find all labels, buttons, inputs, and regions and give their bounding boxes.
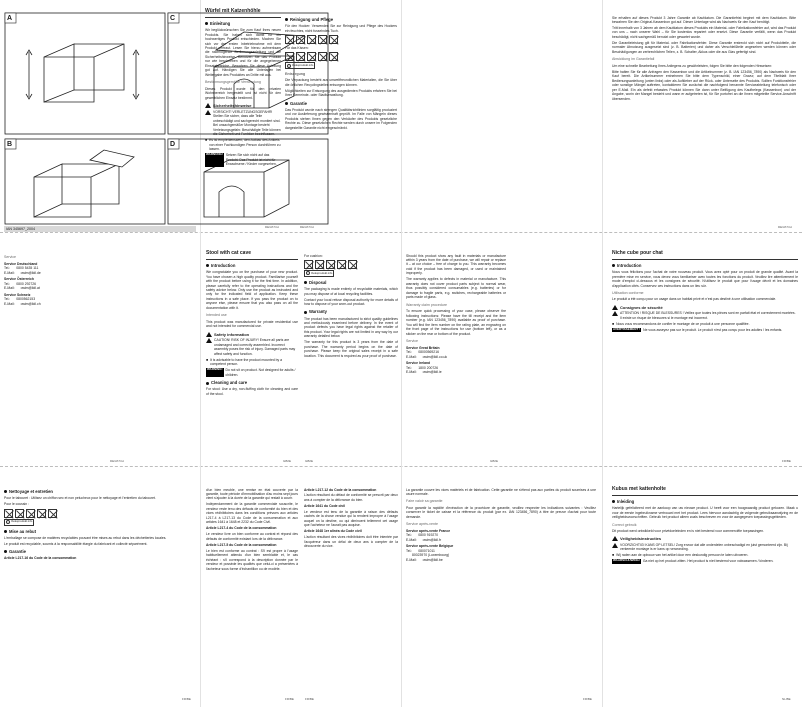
figure-label-a: A	[7, 15, 13, 22]
recycling-badge: Oekoprodukt.info	[304, 270, 334, 277]
safety-heading: Safety information	[214, 331, 250, 337]
page-de-service	[4, 252, 124, 462]
paragraph: The packaging is made entirely of recyclable materials, which you may dispose of at local recycling facilities.	[304, 287, 398, 296]
sub-heading: Service	[406, 338, 418, 343]
warning-text: Wij raden aan de opbouw van het artikel door een deskundig persoon te laten uitvoeren.	[616, 553, 749, 558]
page-gb-disposal	[304, 252, 398, 462]
page-title: Kubus met kattenholte	[612, 486, 666, 492]
section-heading: Mise au rebut	[4, 529, 194, 535]
warning-badge: WAARSCHUWING!	[613, 558, 640, 563]
paragraph: Pour le coussin :	[4, 502, 30, 507]
warning-text: CAUTION! RISK OF INJURY! Ensure all parts are undamaged and correctly assembled. Incorrect assembly poses the risk of injury. Damaged parts may affect safety and function.	[214, 338, 296, 356]
warning-icon	[612, 543, 618, 548]
page-de-care	[285, 14, 397, 224]
sub-heading: Correct gebruik	[612, 522, 637, 527]
recycling-badge: Oekoprodukt.info	[285, 62, 315, 69]
paragraph: Should this product show any fault in materials or manufacture within 3 years from the date of purchase, we will repair or replace it – at our choice – free of charge to you. This warranty becomes void if the product has been damaged, or used or maintained improperly.	[406, 253, 506, 276]
paragraph: L'emballage se compose de matières recyclables pouvant être mises au rebut dans les déchetteries locales.	[4, 535, 167, 540]
ian-number: IAN 345697_2004	[6, 227, 35, 231]
paragraph: Le produit a été conçu pour un usage dans un habitat privé et n'est pas destiné à une utilisation commerciale.	[612, 297, 777, 302]
paragraph: Für den Hocker: Verwenden Sie zur Reinigung und Pflege des Hockers ein feuchtes, nicht fusselndes Tuch.	[285, 24, 397, 33]
page-fr-service	[406, 486, 596, 700]
service-block: Service Ireland Tel.: 1800 200726 E-Mail: owim@lidl.ie	[406, 361, 442, 375]
paragraph: The warranty applies to defects in material or manufacture. This warranty does not cover product parts subject to normal wear, thus possibly considered consumables (e.g. batteries) or for damage to fragile parts, e.g. switches, rechargeable batteries or parts made of glass.	[406, 277, 506, 300]
paragraph: Pour le tabouret : Utilisez un chiffon sec et non pelucheux pour le nettoyage et l'entretien du tabouret.	[4, 496, 156, 501]
page-title: Niche cube pour chat	[612, 250, 663, 256]
service-block: Service Great Britain Tel.: 08000569216 E-Mail: owim@lidl.co.uk	[406, 345, 448, 359]
warning-text: VORSICHT! VERLETZUNGSGEFAHR! Stellen Sie sicher, dass alle Teile unbeschädigt und sachgerecht montiert sind. Bei unsachgemäßer Montage besteht Verletzungsgefahr. Beschädigte Teile können die Sicherheit und Funktion beeinflussen.	[213, 109, 281, 137]
warning-icon	[205, 110, 211, 115]
service-block: Service Deutschland Tel.: 0800 5435 111 E-Mail: owim@lidl.de	[4, 261, 41, 275]
warning-text: Ga niet op het product zitten. Het product is niet bestemd voor volwassenen / kinderen.	[642, 559, 774, 564]
page-title: Würfel mit Katzenhöhle	[205, 8, 261, 14]
page-footer: DE/AT/CH	[300, 225, 314, 229]
recycle-icon	[306, 271, 310, 275]
page-fr-law-2	[304, 486, 398, 700]
section-heading: Warranty	[304, 309, 398, 315]
warning-badge: WARNING!	[206, 368, 224, 377]
column-divider	[401, 0, 402, 707]
paragraph: We congratulate you on the purchase of your new product. You have chosen a high quality product. Familiarise yourself with the product before using it for the first time. In addition, please carefully refer to the operating instructions and the safety advice below. Only use the product as instructed and only for the indicated field of application. Keep these instructions in a safe place. If you pass the product on to anyone else, please ensure that you also pass on all the documentation with it.	[206, 270, 298, 310]
section-heading: Introduction	[206, 263, 298, 269]
page-gb-intro: Stool with cat cave Introduction We congratulate you on the purchase of your new product. You have chosen a high quality product. Familiarise yourself with the product before using it for the first time. In addition, please carefully refer to the operating instructions and the safety advice below. Only use the product as instructed and only for the indicated field of application. Keep these instructions in a safe place. If you pass the product on to anyone else, please ensure that you also pass on all the documentation with it. Intended use This product was manufactured for private residential use and not intended for commercial use. Safety information CAUTION! RISK OF INJURY! Ensure all parts are undamaged and correctly assembled. Incorrect assembly poses the risk of injury. Damaged parts may affect safety and function. ■ It is advisable to have the product mounted by a competent person. WARNING! Do not sit on product. Not designed for adults / children. Cleaning and care For stool: Use a dry, non-fluffing cloth for cleaning and care of the stool.	[206, 250, 298, 396]
paragraph: Die Garantieleistung gilt für Material- oder Fabrikationsfehler. Diese Garantie erstreckt sich nicht auf Produktteile, die normaler Abnutzung ausgesetzt sind (z. B. Batterien) und daher als Verschleißteile angesehen werden können oder Beschädigungen an zerbrechlichen Teilen, z. B. Schalter, Akkus oder die aus Glas gefertigt sind.	[612, 40, 796, 54]
service-block: Service Schweiz Tel.: 0800562153 E-Mail: owim@lidl.ch	[4, 292, 41, 306]
warning-text: Setzen Sie sich nicht auf das Produkt. Das Produkt ist nicht für Erwachsene / Kinder vorgesehen.	[225, 153, 277, 167]
paragraph: Le produit est recyclable, soumis à la responsabilité élargie du fabricant et collecté séparément.	[4, 541, 148, 546]
warning-text: ATTENTION ! RISQUE DE BLESSURES ! Veillez que toutes les pièces sont en parfait état et correctement montées. Il existe un risque de blessures si le montage est incorrect.	[620, 311, 796, 320]
warning-text: Do not sit on product. Not designed for adults / children.	[225, 368, 296, 377]
page-footer: FR/BE	[583, 697, 592, 701]
sub-heading: Warranty claim procedure	[406, 302, 448, 307]
paragraph: L'action résultant du défaut de conformité se prescrit par deux ans à compter de la délivrance du bien.	[304, 493, 398, 502]
page-fr-intro: Niche cube pour chat Introduction Nous vous félicitons pour l'achat de votre nouveau produit. Vous avez opté pour un produit de grande qualité. Avant la première mise en service, vous devez vous familiariser avec toutes les fonctions du produit. Veuillez lire attentivement le mode d'emploi ci-dessous et les consignes de sécurité. N'utilisez le produit que pour l'usage décrit et les domaines d'application cités. Conservez ces instructions dans un lieu sûr. Utilisation conforme Le produit a été conçu pour un usage dans un habitat privé et n'est pas destiné à une utilisation commerciale. Consignes de sécurité ATTENTION ! RISQUE DE BLESSURES ! Veillez que toutes les pièces sont en parfait état et correctement montées. Il existe un risque de blessures si le montage est incorrect. ■ Nous vous recommandons de confier le montage de ce produit à une personne qualifiée. AVERTISSEMENT ! Ne vous asseyez pas sur le produit. Le produit n'est pas conçu pour les adultes / les enfants.	[612, 250, 798, 332]
service-block: Service après-vente Belgique Tel.: 080071011 80023970 (Luxembourg) E-Mail: owim@lidl.be	[406, 544, 454, 562]
paragraph: Indépendamment de la garantie commerciale souscrite, le vendeur reste tenu des défauts de conformité du bien et des vices rédhibitoires dans les conditions prévues aux articles L217-4 à L217-13 du Code de la consommation et aux articles 1641 à 1648 et 2232 du Code Civil.	[206, 502, 298, 525]
page-de-intro: Würfel mit Katzenhöhle Einleitung Wir beglückwünschen Sie zum Kauf Ihres neuen Produkts. Sie haben sich damit für ein hochwertiges Produkt entschieden. Machen Sie sich vor der ersten Inbetriebnahme mit dem Produkt vertraut. Lesen Sie hierzu aufmerksam die nachfolgende Bedienungsanleitung und die Sicherheitshinweise. Benutzen Sie das Produkt nur wie beschrieben und für die angegebenen Einsatzbereiche. Bewahren Sie diese Anleitung gut auf. Händigen Sie alle Unterlagen bei Weitergabe des Produktes an Dritte mit aus. Bestimmungsgemäße Verwendung Dieses Produkt wurde für den privaten Wohnbereich hergestellt und ist nicht für den gewerblichen Einsatz bestimmt. Sicherheitshinweise VORSICHT! VERLETZUNGSGEFAHR! Stellen Sie sicher, dass alle Teile unbeschädigt und sachgerecht montiert sind. Bei unsachgemäßer Montage besteht Verletzungsgefahr. Beschädigte Teile können die Sicherheit und Funktion beeinflussen. ■ Es ist empfehlenswert, den Aufbau des Artikels von einer Fachkundigen Person durchführen zu lassen. WARNUNG! Setzen Sie sich nicht auf das Produkt. Das Produkt ist nicht für Erwachsene / Kinder vorgesehen.	[205, 8, 281, 167]
care-symbols	[304, 260, 398, 269]
sub-heading: Service	[4, 255, 16, 259]
paragraph: Le vendeur est tenu de la garantie à raison des défauts cachés de la chose vendue qui la rendent impropre à l'usage auquel on la destine, ou qui diminuent tellement cet usage que l'acheteur ne l'aurait pas acquise.	[304, 509, 398, 528]
paragraph: Bitte halten Sie für alle Anfragen den Kassenbon und die Artikelnummer (z. B. IAN 123456_7890) als Nachweis für den Kauf bereit. Die Artikelnummer entnehmen Sie bitte dem Typenschild, einer Gravur, auf dem Titelblatt Ihrer Bedienungsanleitung (unten links) oder als Aufkleber auf der Rück- oder Unterseite des Produkts. Sollten Funktionsfehler oder sonstige Mängel auftreten, kontaktieren Sie zunächst die nachfolgend benannte Serviceabteilung telefonisch oder per E-Mail. Ein als defekt erfasstes Produkt können Sie dann unter Beifügung des Kaufbelegs (Kassenbon) und der Angabe, worin der Mangel besteht und wann er aufgetreten ist, für Sie portofrei an die Ihnen mitgeteilte Service-Anschrift übersenden.	[612, 69, 796, 101]
paragraph: Pour garantir la rapidité d'exécution de la procédure de garantie, veuillez respecter les indications suivantes : Veuillez conserver le ticket de caisse et la référence du produit (par ex. IAN 123456_7890) à titre de preuve d'achat pour toute demande.	[406, 505, 596, 519]
paragraph: Die Verpackung besteht aus umweltfreundlichen Materialien, die Sie über die örtlichen Recyclingstellen entsorgen können.	[285, 78, 397, 87]
warning-icon	[612, 311, 618, 316]
paragraph: Um eine schnelle Bearbeitung Ihres Anliegens zu gewährleisten, folgen Sie bitte den folgenden Hinweisen:	[612, 63, 773, 68]
article-heading: Article 1641 du Code civil	[304, 503, 346, 508]
paragraph: Tritt innerhalb von 3 Jahren ab dem Kaufdatum dieses Produkts ein Material- oder Fabrikationsfehler auf, wird das Produkt von uns – nach unserer Wahl – für Sie kostenlos repariert oder ersetzt. Diese Garantie verfällt, wenn das Produkt beschädigt, nicht sachgemäß benutzt oder gewartet wurde.	[612, 25, 796, 39]
section-heading: Einleitung	[205, 21, 281, 27]
section-heading: Garantie	[285, 101, 397, 107]
service-block: Service après-vente France Tel.: 0800 919270 E-Mail: owim@lidl.fr	[406, 528, 451, 542]
paragraph: Wir beglückwünschen Sie zum Kauf Ihres neuen Produkts. Sie haben sich damit für ein hochwertiges Produkt entschieden. Machen Sie sich vor der ersten Inbetriebnahme mit dem Produkt vertraut. Lesen Sie hierzu aufmerksam die nachfolgende Bedienungsanleitung und die Sicherheitshinweise. Benutzen Sie das Produkt nur wie beschrieben und für die angegebenen Einsatzbereiche. Bewahren Sie diese Anleitung gut auf. Händigen Sie alle Unterlagen bei Weitergabe des Produktes an Dritte mit aus.	[205, 28, 281, 77]
paragraph: For stool: Use a dry, non-fluffing cloth for cleaning and care of the stool.	[206, 387, 298, 396]
figure-label-c: C	[170, 15, 176, 22]
paragraph: For cushion:	[304, 253, 323, 258]
warning-icon	[612, 536, 618, 541]
safety-heading: Consignes de sécurité	[620, 304, 663, 310]
page-footer: DE/AT/CH	[778, 225, 792, 229]
paragraph: Für das Kissen:	[285, 45, 309, 50]
paragraph: Hartelijk gefeliciteerd met de aankoop van uw nieuwe product. U heeft voor een hoogwaardig product gekozen. Maak u voor de eerste ingebruikname vertrouwd met het product. Lees hiervoor aandachtig de volgende gebruiksaanwijzing en de veiligheidsvoorschriften. Gebruik het product alleen zoals beschreven en voor de aangegeven toepassingsgebieden.	[612, 506, 798, 520]
article-heading: Article L217-16 du Code de la consommation	[4, 556, 77, 561]
paragraph: Dieses Produkt wurde für den privaten Wohnbereich hergestellt und ist nicht für den gewerblichen Einsatz bestimmt.	[205, 86, 281, 100]
section-heading: Inleiding	[612, 499, 798, 505]
recycle-icon	[6, 520, 10, 524]
care-symbols	[4, 509, 194, 518]
warning-icon	[206, 332, 212, 337]
paragraph: d'un bien meuble, une remise en état couverte par la garantie, toute période d'immobilisation d'au moins sept jours vient s'ajouter à la durée de la garantie qui restait à courir.	[206, 487, 298, 501]
paragraph: La garantie couvre les vices matériels et de fabrication. Cette garantie ne s'étend pas aux parties du produit soumises à une usure normale.	[406, 487, 596, 496]
page-fr-care	[4, 486, 194, 700]
warning-badge: AVERTISSEMENT !	[613, 326, 641, 331]
page-footer: GB/IE	[305, 459, 314, 463]
page-nl-intro: Kubus met kattenholte Inleiding Hartelijk gefeliciteerd met de aankoop van uw nieuwe product. U heeft voor een hoogwaardig product gekozen. Maak u voor de eerste ingebruikname vertrouwd met het product. Lees hiervoor aandachtig de volgende gebruiksaanwijzing en de veiligheidsvoorschriften. Gebruik het product alleen zoals beschreven en voor de aangegeven toepassingsgebieden. Correct gebruik Dit product werd ontwikkeld voor privédoeleinden en is niet bestemd voor commerciële toepassingen. Veiligheidsinstructies VOORZICHTIG! KANS OP LETSEL! Zorg ervoor dat alle onderdelen onbeschadigd en juist gemonteerd zijn. Bij verkeerde montage is er kans op verwonding. ■ Wij raden aan de opbouw van het artikel door een deskundig persoon te laten uitvoeren. WAARSCHUWING! Ga niet op het product zitten. Het product is niet bestemd voor volwassenen / kinderen.	[612, 486, 798, 564]
sub-heading: Abwicklung im Garantiefall	[612, 57, 655, 62]
paragraph: Möglichkeiten zur Entsorgung des ausgedienten Produkts erfahren Sie bei Ihrer Gemeinde- oder Stadtverwaltung.	[285, 88, 397, 98]
recycling-badge: Oekoprodukt.info	[4, 519, 34, 526]
safety-heading: Sicherheitshinweise	[213, 103, 252, 109]
warning-icon	[206, 338, 212, 343]
page-fr-law-1	[206, 486, 298, 700]
recycle-icon	[287, 64, 291, 68]
paragraph: Le vendeur livre un bien conforme au contrat et répond des défauts de conformité existant lors de la délivrance.	[206, 532, 298, 541]
page-de-warranty	[612, 14, 796, 224]
warning-text: VOORZICHTIG! KANS OP LETSEL! Zorg ervoor dat alle onderdelen onbeschadigd en juist gemonteerd zijn. Bij verkeerde montage is er kans op verwonding.	[620, 542, 788, 552]
paragraph: Nous vous félicitons pour l'achat de votre nouveau produit. Vous avez opté pour un produit de grande qualité. Avant la première mise en service, vous devez vous familiariser avec toutes les fonctions du produit. Veuillez lire attentivement le mode d'emploi ci-dessous et les consignes de sécurité. N'utilisez le produit que pour l'usage décrit et les domaines d'application cités. Conservez ces instructions dans un lieu sûr.	[612, 270, 798, 288]
warning-text: It is advisable to have the product mounted by a competent person.	[210, 357, 283, 367]
paragraph: Das Produkt wurde nach strengen Qualitätsrichtlinien sorgfältig produziert und vor Auslieferung gewissenhaft geprüft. Im Falle von Mängeln dieses Produkts stehen Ihnen gegen den Verkäufer des Produkts gesetzliche Rechte zu. Diese gesetzlichen Rechte werden durch unsere im Folgenden dargestellte Garantie nicht eingeschränkt.	[285, 107, 397, 130]
page-footer: GB/IE	[490, 459, 499, 463]
paragraph: Le bien est conforme au contrat : S'il est propre à l'usage habituellement attendu d'un bien semblable et, le cas échéant : s'il correspond à la description donnée par le vendeur et possède les qualités que celui-ci a présentées à l'acheteur sous forme d'échantillon ou de modèle.	[206, 548, 298, 571]
warning-text: Nous vous recommandons de confier le montage de ce produit à une personne qualifiée.	[616, 321, 750, 326]
section-heading: Introduction	[612, 263, 798, 269]
sub-heading: Service après-vente	[406, 522, 438, 527]
paragraph: L'action résultant des vices rédhibitoires doit être intentée par l'acquéreur dans un délai de deux ans à compter de la découverte du vice.	[304, 535, 398, 549]
article-heading: Article 1648 1er alinéa du Code civil	[304, 529, 362, 534]
warning-text: Es ist empfehlenswert, den Aufbau des Artikels von einer Fachkundigen Person durchführen zu lassen.	[209, 138, 281, 152]
section-heading: Disposal	[304, 280, 398, 286]
care-symbols	[285, 52, 397, 61]
sub-heading: Utilisation conforme	[612, 290, 644, 295]
service-block: Service Österreich Tel.: 0800 292726 E-Mail: owim@lidl.at	[4, 277, 40, 291]
article-heading: Article L217-5 du Code de la consommation	[206, 542, 277, 547]
paragraph: Sie erhalten auf dieses Produkt 3 Jahre Garantie ab Kaufdatum. Die Garantiefrist beginnt mit dem Kaufdatum. Bitte bewahren Sie den Original-Kassenbon gut auf. Dieser Unterlage wird als Nachweis für den Kauf benötigt.	[612, 15, 796, 24]
sub-heading: Faire valoir sa garantie	[406, 499, 443, 504]
paragraph: The warranty for this product is 3 years from the date of purchase. The warranty period begins on the date of purchase. Please keep the original sales receipt in a safe location. This document is required as your proof of purchase.	[304, 340, 398, 358]
paragraph: Contact your local refuse disposal authority for more details of how to dispose of your worn-out product.	[304, 297, 398, 306]
page-gb-service	[406, 252, 506, 462]
care-symbols	[285, 35, 397, 44]
warning-icon	[612, 305, 618, 310]
sub-heading: Entsorgung	[285, 72, 306, 76]
paragraph: The product has been manufactured to strict quality guidelines and meticulously examined before delivery. In the event of product defects you have legal rights against the retailer of this product. Your legal rights are not limited in any way by our warranty detailed below.	[304, 316, 398, 339]
sub-heading: Intended use	[206, 313, 227, 318]
page-footer: DE/AT/CH	[265, 225, 279, 229]
article-heading: Article L217-12 du Code de la consommation	[304, 487, 377, 492]
warning-text: Ne vous asseyez pas sur le produit. Le produit n'est pas conçu pour les adultes / les enfants.	[643, 327, 783, 332]
article-heading: Article L217-4 du Code de la consommation	[206, 526, 277, 531]
page-footer: DE/AT/CH	[110, 459, 124, 463]
ian-bar	[4, 226, 196, 232]
sub-heading: Bestimmungsgemäße Verwendung	[205, 80, 261, 85]
page-title: Stool with cat cave	[206, 250, 252, 256]
paragraph: This product was manufactured for private residential use and not intended for commercial use.	[206, 319, 298, 329]
paragraph: Dit product werd ontwikkeld voor privédoeleinden en is niet bestemd voor commerciële toepassingen.	[612, 528, 765, 533]
page-footer: FR/BE	[305, 697, 314, 701]
figure-label-d: D	[170, 141, 176, 148]
section-heading: Nettoyage et entretien	[4, 489, 194, 495]
warning-icon	[205, 103, 211, 108]
column-divider	[602, 0, 603, 707]
warning-badge: WARNUNG!	[205, 153, 224, 166]
page-footer: FR/BE	[285, 697, 294, 701]
section-heading: Garantie	[4, 549, 194, 555]
safety-heading: Veiligheidsinstructies	[620, 536, 662, 542]
page-footer: FR/BE	[182, 697, 191, 701]
figure-label-b: B	[7, 141, 13, 148]
page-footer: FR/BE	[782, 459, 791, 463]
paragraph: To ensure quick processing of your case, please observe the following instructions: Please have the till receipt and the item number (e.g. IAN 123456_7890) available as proof of purchase. You will find the item number on the rating plate, an engraving on the front page of the instructions for use (bottom left), or as a sticker on the rear or bottom of the product.	[406, 309, 506, 336]
page-footer: GB/IE	[283, 459, 292, 463]
section-heading: Reinigung und Pflege	[285, 17, 397, 23]
section-heading: Cleaning and care	[206, 380, 298, 386]
page-footer: NL/BE	[782, 697, 791, 701]
